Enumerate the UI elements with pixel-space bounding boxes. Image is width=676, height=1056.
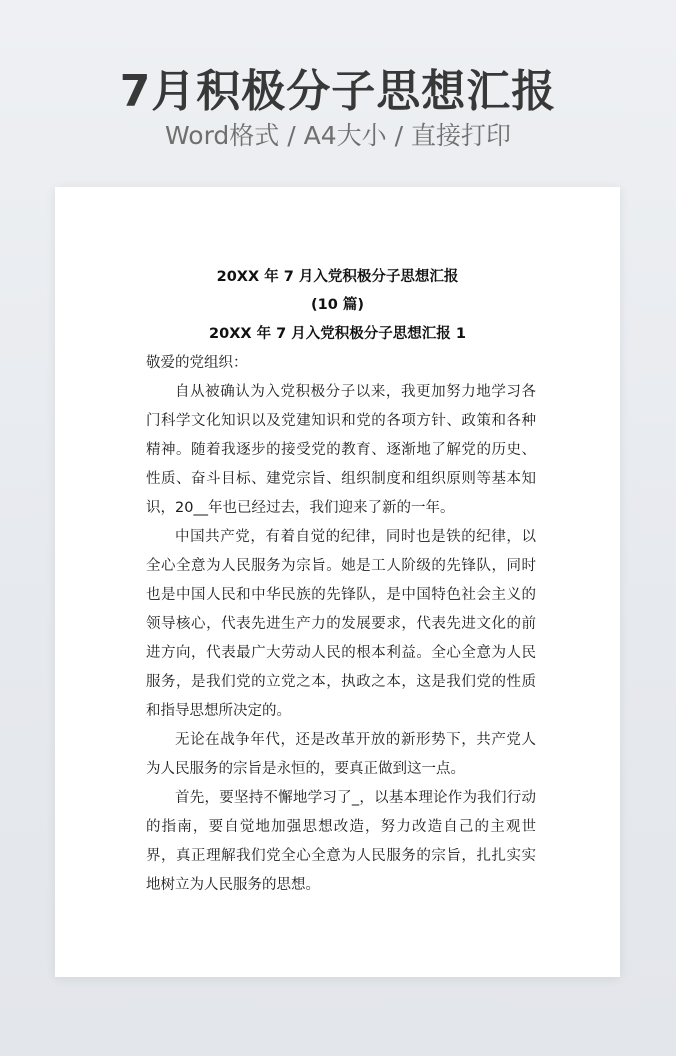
document-title: 20XX 年 7 月入党积极分子思想汇报 (216, 269, 459, 285)
paragraph: 中国共产党，有着自觉的纪律，同时也是铁的纪律，以全心全意为人民服务为宗旨。她是工人阶级的先锋队，同时也是中国人民和中华民族的先锋队，是中国特色社会主义的领导核心，代表先进生产力的发展要求，代表先进文化的前进方向，代表最广大劳动人民的根本利益。全心全意为人民服务，是我们党的立党之本，执政之本，这是我们党的性质和指导思想所决定的。 (146, 529, 536, 719)
document-page (55, 187, 620, 977)
page-title: 7月积极分子思想汇报 (119, 66, 557, 117)
salutation: 敬爱的党组织： (146, 355, 248, 371)
document-count: (10 篇) (311, 297, 364, 313)
paragraph: 自从被确认为入党积极分子以来，我更加努力地学习各门科学文化知识以及党建知识和党的各项方针、政策和各种精神。随着我逐步的接受党的教育、逐渐地了解党的历史、性质、奋斗目标、建党宗旨、组织制度和组织原则等基本知识，20__年也已经过去，我们迎来了新的一年。 (146, 384, 536, 516)
document-body (146, 349, 536, 900)
paragraph: 首先，要坚持不懈地学习了_，以基本理论作为我们行动的指南，要自觉地加强思想改造，努力改造自己的主观世界，真正理解我们党全心全意为人民服务的宗旨，扎扎实实地树立为人民服务的思想。 (146, 790, 536, 893)
section-title: 20XX 年 7 月入党积极分子思想汇报 1 (209, 326, 466, 342)
page-subtitle: Word格式 / A4大小 / 直接打印 (165, 121, 511, 150)
paragraph: 无论在战争年代，还是改革开放的新形势下，共产党人为人民服务的宗旨是永恒的，要真正做到这一点。 (146, 732, 536, 777)
